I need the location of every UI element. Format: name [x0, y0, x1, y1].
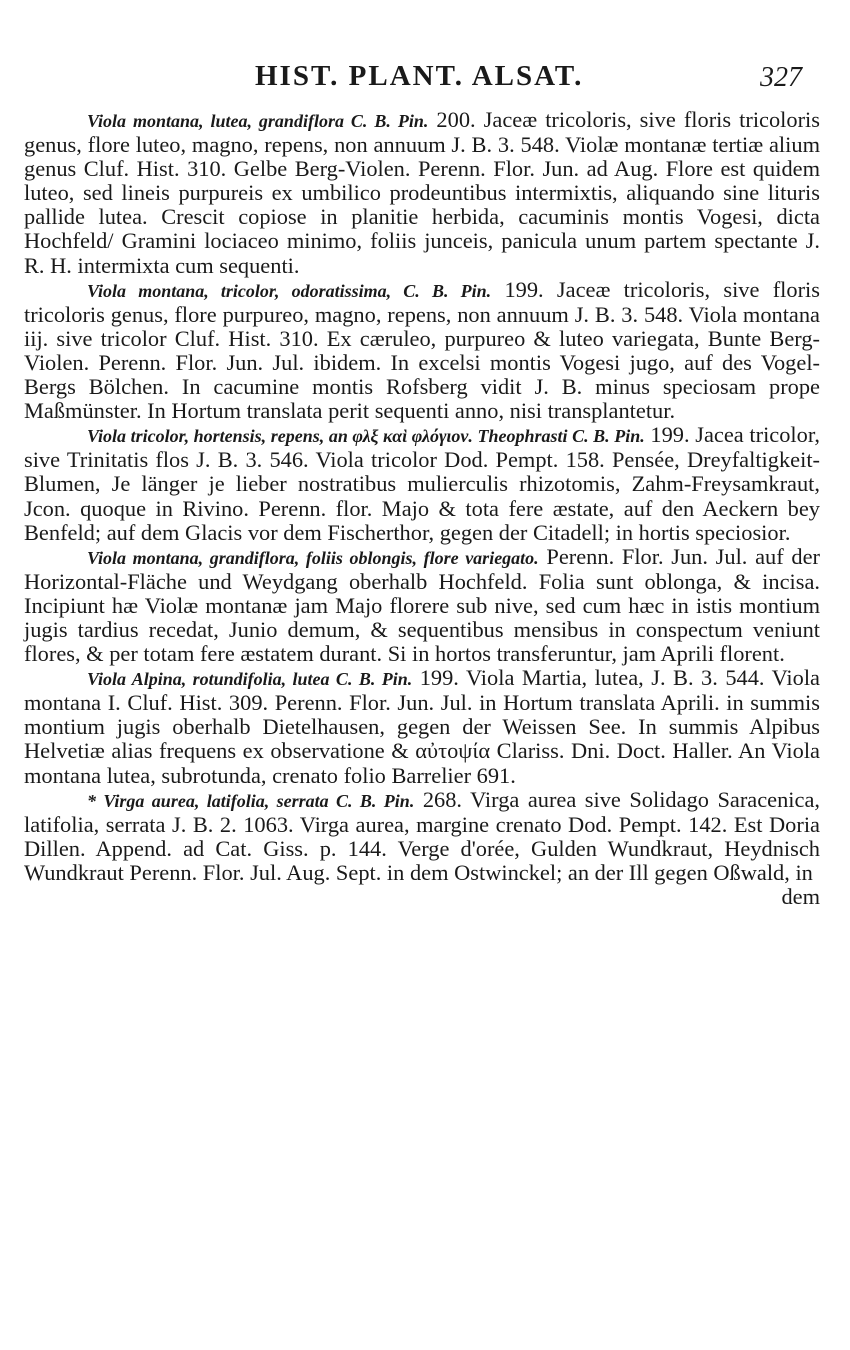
entry-lead: Viola montana, tricolor, odoratissima, C. B. Pin.	[87, 280, 492, 301]
entry-lead: Viola Alpina, rotundifolia, lutea C. B. Pin.	[87, 669, 413, 690]
entry-viola-alpina	[24, 666, 820, 787]
catchword: dem	[781, 884, 820, 909]
entry-text: 268. Virga aurea sive Solidago Saracenica, latifolia, serrata J. B. 2. 1063. Virga aurea, margine crenato Dod. Pempt. 142. Est Doria Dillen. Append. ad Cat. Giss. p. 144. Verge d'orée, Gulden Wundkraut, Heydnisch Wundkraut Perenn. Flor. Jul. Aug. Sept. in dem Ostwinckel; an der Ill gegen Oßwald, in	[24, 786, 821, 885]
entry-lead: Viola montana, grandiflora, foliis oblongis, flore variegato.	[87, 547, 539, 568]
entry-text: 199. Jacea tricolor, sive Trinitatis flos J. B. 3. 546. Viola tricolor Dod. Pempt. 158. Pensée, Dreyfaltigkeit-Blumen, Je länger je lieber nostratibus mulierculis rhizotomis, Zahm-Freysamkraut, Jcon. quoque in Rivino. Perenn. flor. Majo & tota fere æstate, auf den Aeckern bey Benfeld; auf dem Glacis vor dem Fischerthor, gegen der Citadell; in hortis speciosior.	[24, 422, 820, 545]
entry-text: 200. Jaceæ tricoloris, sive floris tricoloris genus, flore luteo, magno, repens, non annuum J. B. 3. 548. Violæ montanæ tertiæ alium genus Cluf. Hist. 310. Gelbe Berg-Violen. Perenn. Flor. Jun. ad Aug. Flore est quidem luteo, sed lineis purpureis ex umbilico prodeuntibus intermixtis, aliquando sine lituris pallide lutea. Crescit copiose in planitie herbida, cacuminis montis Vogesi, dicta Hochfeld/ Gramini lociaceo minimo, foliis junceis, panicula unum partem spectante J. R. H. intermixta cum sequenti.	[24, 107, 820, 278]
entry-lead: Viola montana, lutea, grandiflora C. B. Pin.	[87, 111, 429, 131]
entry-viola-montana-grandiflora	[24, 545, 820, 666]
entry-viola-montana-tricolor	[24, 278, 820, 424]
entry-virga-aurea	[24, 788, 820, 885]
body-text	[24, 108, 820, 909]
running-head: HIST. PLANT. ALSAT.	[255, 60, 584, 92]
entry-viola-montana-lutea	[24, 108, 820, 278]
entry-text: Perenn. Flor. Jun. Jul. auf der Horizontal-Fläche und Weydgang oberhalb Hochfeld. Folia sunt oblonga, & incisa. Incipiunt hæ Violæ montanæ jam Majo florere sub nive, sed cum hæc in istis montium jugis tardius recedat, Junio demum, & sequentibus mensibus in conspectum veniunt flores, & per totam fere æstatem durant. Si in hortos transferuntur, jam Aprili florent.	[24, 543, 820, 667]
page-number: 327	[760, 62, 802, 93]
entry-lead: * Virga aurea, latifolia, serrata C. B. Pin.	[87, 790, 415, 811]
entry-lead: Viola tricolor, hortensis, repens, an φλξ καὶ φλόγιον. Theophrasti C. B. Pin.	[87, 426, 645, 447]
entry-text: 199. Viola Martia, lutea, J. B. 3. 544. Viola montana I. Cluf. Hist. 309. Perenn. Flor. Jun. Jul. in Hortum translata Aprili. in summis montium jugis oberhalb Dietelhausen, gegen der Weissen See. In summis Alpibus Helvetiæ alias frequens ex observatione & αὐτοψία Clariss. Dni. Doct. Haller. An Viola montana lutea, subrotunda, crenato folio Barrelier 691.	[24, 665, 820, 788]
page-header	[0, 58, 850, 98]
entry-text: 199. Jaceæ tricoloris, sive floris tricoloris genus, flore purpureo, magno, repens, non annuum J. B. 3. 548. Viola montana iij. sive tricolor Cluf. Hist. 310. Ex cæruleo, purpureo & luteo variegata, Bunte Berg-Violen. Perenn. Flor. Jun. Jul. ibidem. In excelsi montis Vogesi jugo, auf des Vogel-Bergs Bölchen. In cacumine montis Rofsberg vidit J. B. minus speciosam prope Maßmünster. In Hortum translata perit sequenti anno, nisi transplantetur.	[24, 276, 820, 424]
entry-viola-tricolor-hortensis	[24, 423, 820, 544]
